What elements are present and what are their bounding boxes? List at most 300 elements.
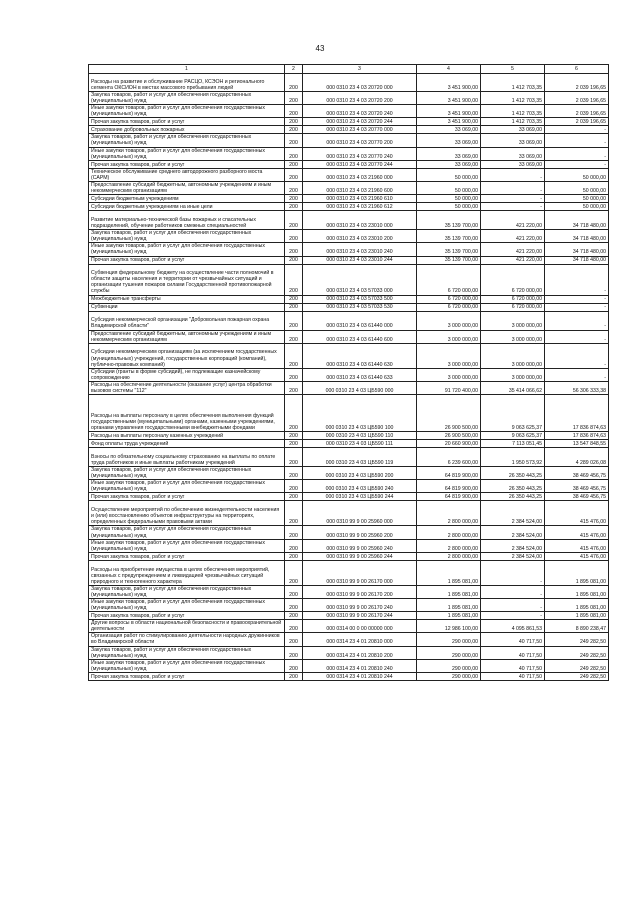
row-code-cell: 000 0314 00 0 00 00000 000: [303, 620, 417, 633]
row-executed-cell: -: [481, 195, 545, 203]
row-approved-cell: 35 139 700,00: [417, 211, 481, 230]
row-approved-cell: 26 900 500,00: [417, 432, 481, 440]
row-executed-cell: 40 717,50: [481, 646, 545, 659]
row-column-2-cell: 200: [285, 311, 303, 330]
table-row: [89, 118, 609, 126]
row-approved-cell: 64 819 900,00: [417, 467, 481, 480]
row-code-cell: 000 0310 23 4 03 61440 633: [303, 368, 417, 381]
table-row: [89, 311, 609, 330]
row-name-cell: Субсидии некоммерческим организациям (за исключением государственных (муниципальных) учреждений, государственных корпораций (компаний), публично-правовых компаний): [89, 343, 285, 368]
row-executed-cell: 33 069,00: [481, 126, 545, 134]
row-unexecuted-cell: 4 289 026,08: [545, 448, 609, 467]
row-approved-cell: 1 895 081,00: [417, 585, 481, 598]
row-unexecuted-cell: -: [545, 147, 609, 160]
row-unexecuted-cell: 415 476,00: [545, 526, 609, 539]
row-code-cell: 000 0310 99 9 00 25960 244: [303, 552, 417, 560]
row-unexecuted-cell: -: [545, 330, 609, 343]
row-name-cell: Субсидии бюджетным учреждениям: [89, 195, 285, 203]
row-approved-cell: 6 239 600,00: [417, 448, 481, 467]
row-name-cell: Иные закупки товаров, работ и услуг для обеспечения государственных (муниципальных) нужд: [89, 599, 285, 612]
row-code-cell: 000 0310 23 4 03 61440 600: [303, 330, 417, 343]
row-name-cell: Фонд оплаты труда учреждений: [89, 440, 285, 448]
row-code-cell: 000 0310 23 4 03 61440 000: [303, 311, 417, 330]
row-executed-cell: 1 412 703,35: [481, 74, 545, 92]
row-unexecuted-cell: 1 895 081,00: [545, 599, 609, 612]
row-code-cell: 000 0310 23 4 03 57033 500: [303, 295, 417, 303]
row-name-cell: Иные закупки товаров, работ и услуг для обеспечения государственных (муниципальных) нужд: [89, 539, 285, 552]
row-code-cell: 000 0310 23 4 03 20720 000: [303, 74, 417, 92]
row-unexecuted-cell: 13 547 848,55: [545, 440, 609, 448]
row-column-2-cell: 200: [285, 539, 303, 552]
row-unexecuted-cell: 1 895 081,00: [545, 585, 609, 598]
table-row: [89, 368, 609, 381]
row-name-cell: Прочая закупка товаров, работ и услуг: [89, 256, 285, 264]
row-approved-cell: 35 139 700,00: [417, 256, 481, 264]
row-name-cell: Осуществление мероприятий по обеспечению жизнедеятельности населения и (или) восстановлению объектов инфраструктуры на территориях, определенных федеральными правовыми актами: [89, 501, 285, 526]
row-unexecuted-cell: 415 476,00: [545, 552, 609, 560]
row-executed-cell: 421 220,00: [481, 256, 545, 264]
row-approved-cell: 1 895 081,00: [417, 599, 481, 612]
row-code-cell: 000 0310 23 4 03 20720 200: [303, 92, 417, 105]
table-row: [89, 395, 609, 432]
row-executed-cell: 1 412 703,35: [481, 118, 545, 126]
row-unexecuted-cell: 34 718 480,00: [545, 256, 609, 264]
row-approved-cell: 3 451 900,00: [417, 118, 481, 126]
row-column-2-cell: 200: [285, 526, 303, 539]
row-column-2-cell: 200: [285, 672, 303, 680]
row-unexecuted-cell: 2 039 196,65: [545, 105, 609, 118]
row-name-cell: Закупка товаров, работ и услуг для обеспечения государственных (муниципальных) нужд: [89, 646, 285, 659]
row-code-cell: 000 0310 99 9 00 26170 244: [303, 612, 417, 620]
row-approved-cell: 33 069,00: [417, 134, 481, 147]
row-executed-cell: 33 069,00: [481, 147, 545, 160]
row-code-cell: 000 0310 23 4 03 57033 000: [303, 264, 417, 295]
row-name-cell: Иные закупки товаров, работ и услуг для обеспечения государственных (муниципальных) нужд: [89, 480, 285, 493]
row-column-2-cell: 200: [285, 585, 303, 598]
row-executed-cell: 3 000 000,00: [481, 343, 545, 368]
row-name-cell: Субсидии бюджетным учреждениям на иные цели: [89, 203, 285, 211]
row-name-cell: Закупка товаров, работ и услуг для обеспечения государственных (муниципальных) нужд: [89, 585, 285, 598]
row-code-cell: 000 0314 23 4 01 20810 000: [303, 633, 417, 646]
row-executed-cell: 6 720 000,00: [481, 264, 545, 295]
row-executed-cell: 1 412 703,35: [481, 105, 545, 118]
row-name-cell: Субвенция федеральному бюджету на осуществление части полномочий в области защиты населения и территории от чрезвычайных ситуаций и организации тушения пожаров силами Государственной противопожарной службы: [89, 264, 285, 295]
row-name-cell: Закупка товаров, работ и услуг для обеспечения государственных (муниципальных) нужд: [89, 230, 285, 243]
row-name-cell: Субсидия некоммерческой организации "Добровольная пожарная охрана Владимирской области": [89, 311, 285, 330]
row-name-cell: Расходы на выплаты персоналу казенных учреждений: [89, 432, 285, 440]
row-code-cell: 000 0310 23 4 03 21960 610: [303, 195, 417, 203]
row-name-cell: Иные закупки товаров, работ и услуг для обеспечения государственных (муниципальных) нужд: [89, 147, 285, 160]
row-code-cell: 000 0310 23 4 03 23010 240: [303, 243, 417, 256]
row-column-2-cell: 200: [285, 105, 303, 118]
row-approved-cell: 290 000,00: [417, 633, 481, 646]
row-executed-cell: 2 384 524,00: [481, 539, 545, 552]
row-code-cell: 000 0310 99 9 00 25960 000: [303, 501, 417, 526]
row-unexecuted-cell: 38 469 456,75: [545, 467, 609, 480]
row-code-cell: 000 0310 23 4 03 20770 240: [303, 147, 417, 160]
table-row: [89, 633, 609, 646]
row-column-2-cell: 200: [285, 646, 303, 659]
row-executed-cell: -: [481, 203, 545, 211]
header-col-2: 2: [285, 65, 303, 74]
row-unexecuted-cell: 56 306 333,38: [545, 381, 609, 394]
row-unexecuted-cell: 415 476,00: [545, 501, 609, 526]
row-code-cell: 000 0310 99 9 00 26170 240: [303, 599, 417, 612]
table-row: [89, 211, 609, 230]
row-unexecuted-cell: -: [545, 126, 609, 134]
row-name-cell: Прочая закупка товаров, работ и услуг: [89, 118, 285, 126]
row-name-cell: Прочая закупка товаров, работ и услуг: [89, 612, 285, 620]
row-executed-cell: 33 069,00: [481, 160, 545, 168]
budget-execution-table: [88, 64, 609, 681]
table-row: [89, 480, 609, 493]
row-code-cell: 000 0314 23 4 01 20810 240: [303, 659, 417, 672]
row-name-cell: Предоставление субсидий бюджетным, автономным учреждениям и иным некоммерческим организациям: [89, 181, 285, 194]
row-column-2-cell: 200: [285, 147, 303, 160]
row-column-2-cell: 200: [285, 126, 303, 134]
row-column-2-cell: 200: [285, 168, 303, 181]
row-executed-cell: 3 000 000,00: [481, 330, 545, 343]
row-approved-cell: 6 720 000,00: [417, 295, 481, 303]
row-code-cell: 000 0310 23 4 03 21960 000: [303, 168, 417, 181]
row-approved-cell: 91 720 400,00: [417, 381, 481, 394]
row-unexecuted-cell: -: [545, 160, 609, 168]
row-executed-cell: 421 220,00: [481, 243, 545, 256]
row-unexecuted-cell: 34 718 480,00: [545, 243, 609, 256]
row-approved-cell: 2 800 000,00: [417, 501, 481, 526]
row-approved-cell: 50 000,00: [417, 195, 481, 203]
row-name-cell: Другие вопросы в области национальной безопасности и правоохранительной деятельности: [89, 620, 285, 633]
table-row: [89, 203, 609, 211]
row-column-2-cell: 200: [285, 480, 303, 493]
table-body: [89, 74, 609, 681]
budget-table-container: [88, 64, 608, 681]
row-code-cell: 000 0310 23 4 03 23010 244: [303, 256, 417, 264]
row-code-cell: 000 0310 23 4 03 ЦБ590 244: [303, 493, 417, 501]
row-unexecuted-cell: 50 000,00: [545, 203, 609, 211]
row-name-cell: Прочая закупка товаров, работ и услуг: [89, 552, 285, 560]
row-code-cell: 000 0310 99 9 00 25960 240: [303, 539, 417, 552]
table-row: [89, 330, 609, 343]
row-unexecuted-cell: 17 836 874,63: [545, 395, 609, 432]
row-approved-cell: 3 000 000,00: [417, 330, 481, 343]
row-executed-cell: 4 095 861,53: [481, 620, 545, 633]
row-name-cell: Техническое обслуживание среднего автодорожного разборного моста (САРМ): [89, 168, 285, 181]
table-row: [89, 243, 609, 256]
row-executed-cell: 3 000 000,00: [481, 311, 545, 330]
row-approved-cell: 290 000,00: [417, 659, 481, 672]
table-row: [89, 295, 609, 303]
row-unexecuted-cell: 1 895 081,00: [545, 560, 609, 585]
table-row: [89, 612, 609, 620]
row-approved-cell: 50 000,00: [417, 203, 481, 211]
row-executed-cell: 33 069,00: [481, 134, 545, 147]
row-name-cell: Межбюджетные трансферты: [89, 295, 285, 303]
row-code-cell: 000 0310 99 9 00 26170 200: [303, 585, 417, 598]
row-executed-cell: -: [481, 599, 545, 612]
row-unexecuted-cell: 249 282,50: [545, 633, 609, 646]
row-name-cell: Иные закупки товаров, работ и услуг для обеспечения государственных (муниципальных) нужд: [89, 105, 285, 118]
table-row: [89, 105, 609, 118]
row-approved-cell: 26 900 500,00: [417, 395, 481, 432]
row-column-2-cell: 200: [285, 330, 303, 343]
row-unexecuted-cell: 249 282,50: [545, 672, 609, 680]
row-name-cell: Иные закупки товаров, работ и услуг для обеспечения государственных (муниципальных) нужд: [89, 659, 285, 672]
row-unexecuted-cell: -: [545, 303, 609, 311]
row-executed-cell: -: [481, 585, 545, 598]
row-column-2-cell: 200: [285, 552, 303, 560]
row-code-cell: 000 0310 23 4 03 ЦБ590 111: [303, 440, 417, 448]
row-column-2-cell: 200: [285, 395, 303, 432]
row-approved-cell: 1 895 081,00: [417, 560, 481, 585]
row-approved-cell: 290 000,00: [417, 672, 481, 680]
row-executed-cell: 40 717,50: [481, 659, 545, 672]
row-executed-cell: -: [481, 168, 545, 181]
row-code-cell: 000 0310 23 4 03 20720 240: [303, 105, 417, 118]
row-approved-cell: 33 069,00: [417, 160, 481, 168]
row-unexecuted-cell: 50 000,00: [545, 195, 609, 203]
row-code-cell: 000 0310 23 4 03 20770 200: [303, 134, 417, 147]
row-executed-cell: 2 384 524,00: [481, 552, 545, 560]
row-name-cell: Развитие материально-технической базы пожарных и спасательных подразделений, обучение работников смежных специальностей: [89, 211, 285, 230]
row-column-2-cell: 200: [285, 118, 303, 126]
row-name-cell: Расходы на выплаты персоналу в целях обеспечения выполнения функций государственными (муниципальными) органами, казенными учреждениями, органами управления государственными внебюджетными фондами: [89, 395, 285, 432]
row-column-2-cell: 200: [285, 368, 303, 381]
row-code-cell: 000 0310 99 9 00 26170 000: [303, 560, 417, 585]
row-unexecuted-cell: 1 895 081,00: [545, 612, 609, 620]
row-column-2-cell: 200: [285, 432, 303, 440]
row-unexecuted-cell: 8 890 238,47: [545, 620, 609, 633]
row-executed-cell: -: [481, 612, 545, 620]
row-column-2-cell: 200: [285, 633, 303, 646]
row-approved-cell: 6 720 000,00: [417, 264, 481, 295]
table-row: [89, 467, 609, 480]
page-number: 43: [315, 44, 325, 53]
header-col-5: 5: [481, 65, 545, 74]
table-row: [89, 585, 609, 598]
row-name-cell: Прочая закупка товаров, работ и услуг: [89, 672, 285, 680]
table-row: [89, 74, 609, 92]
table-row: [89, 134, 609, 147]
row-unexecuted-cell: 34 718 480,00: [545, 230, 609, 243]
row-code-cell: 000 0314 23 4 01 20810 244: [303, 672, 417, 680]
row-unexecuted-cell: -: [545, 264, 609, 295]
row-approved-cell: 2 800 000,00: [417, 552, 481, 560]
header-col-6: 6: [545, 65, 609, 74]
table-row: [89, 256, 609, 264]
row-column-2-cell: 200: [285, 448, 303, 467]
row-approved-cell: 2 800 000,00: [417, 526, 481, 539]
row-unexecuted-cell: -: [545, 343, 609, 368]
row-column-2-cell: 200: [285, 243, 303, 256]
row-column-2-cell: 200: [285, 181, 303, 194]
row-approved-cell: 33 069,00: [417, 147, 481, 160]
row-executed-cell: 2 384 524,00: [481, 501, 545, 526]
row-approved-cell: 20 660 900,00: [417, 440, 481, 448]
row-approved-cell: 50 000,00: [417, 168, 481, 181]
table-row: [89, 181, 609, 194]
table-row: [89, 659, 609, 672]
row-unexecuted-cell: -: [545, 368, 609, 381]
row-executed-cell: 40 717,50: [481, 672, 545, 680]
row-code-cell: 000 0310 23 4 03 20720 244: [303, 118, 417, 126]
table-row: [89, 264, 609, 295]
row-executed-cell: 26 350 443,25: [481, 493, 545, 501]
table-row: [89, 168, 609, 181]
row-column-2-cell: 200: [285, 467, 303, 480]
header-row: [89, 65, 609, 74]
row-name-cell: Расходы на приобретение имущества в целях обеспечения мероприятий, связанных с предупреждением и ликвидацией чрезвычайных ситуаций природного и техногенного характера: [89, 560, 285, 585]
table-row: [89, 92, 609, 105]
row-column-2-cell: 200: [285, 211, 303, 230]
row-executed-cell: 6 720 000,00: [481, 295, 545, 303]
row-unexecuted-cell: 17 836 874,63: [545, 432, 609, 440]
header-col-4: 4: [417, 65, 481, 74]
row-name-cell: Расходы на обеспечение деятельности (оказание услуг) центра обработки вызовов системы "112": [89, 381, 285, 394]
table-row: [89, 381, 609, 394]
row-column-2-cell: 200: [285, 295, 303, 303]
row-approved-cell: 64 819 900,00: [417, 480, 481, 493]
row-column-2-cell: 200: [285, 493, 303, 501]
row-executed-cell: -: [481, 181, 545, 194]
row-code-cell: 000 0310 23 4 03 57033 530: [303, 303, 417, 311]
table-row: [89, 560, 609, 585]
row-code-cell: 000 0310 99 9 00 25960 200: [303, 526, 417, 539]
row-approved-cell: 64 819 900,00: [417, 493, 481, 501]
row-name-cell: Страхование добровольных пожарных: [89, 126, 285, 134]
row-code-cell: 000 0310 23 4 03 21960 612: [303, 203, 417, 211]
row-column-2-cell: 200: [285, 264, 303, 295]
row-name-cell: Взносы по обязательному социальному страхованию на выплаты по оплате труда работников и иные выплаты работникам учреждений: [89, 448, 285, 467]
table-row: [89, 303, 609, 311]
row-unexecuted-cell: 50 000,00: [545, 168, 609, 181]
row-executed-cell: 40 717,50: [481, 633, 545, 646]
row-column-2-cell: 200: [285, 440, 303, 448]
row-approved-cell: 3 451 900,00: [417, 105, 481, 118]
row-unexecuted-cell: 249 282,50: [545, 646, 609, 659]
row-unexecuted-cell: 38 469 456,75: [545, 493, 609, 501]
row-approved-cell: 50 000,00: [417, 181, 481, 194]
row-executed-cell: 2 384 524,00: [481, 526, 545, 539]
row-approved-cell: 6 720 000,00: [417, 303, 481, 311]
row-approved-cell: 12 986 100,00: [417, 620, 481, 633]
table-row: [89, 646, 609, 659]
row-column-2-cell: 200: [285, 134, 303, 147]
table-row: [89, 195, 609, 203]
row-name-cell: Прочая закупка товаров, работ и услуг: [89, 493, 285, 501]
row-column-2-cell: 200: [285, 92, 303, 105]
row-code-cell: 000 0310 23 4 03 23010 200: [303, 230, 417, 243]
row-unexecuted-cell: 38 469 456,75: [545, 480, 609, 493]
row-unexecuted-cell: 2 039 196,65: [545, 92, 609, 105]
row-executed-cell: 3 000 000,00: [481, 368, 545, 381]
row-approved-cell: 1 895 081,00: [417, 612, 481, 620]
row-unexecuted-cell: 34 718 480,00: [545, 211, 609, 230]
row-unexecuted-cell: 50 000,00: [545, 181, 609, 194]
table-row: [89, 448, 609, 467]
row-column-2-cell: 200: [285, 659, 303, 672]
row-executed-cell: 26 350 443,25: [481, 480, 545, 493]
row-executed-cell: 9 063 625,37: [481, 432, 545, 440]
row-column-2-cell: 200: [285, 203, 303, 211]
row-name-cell: Закупка товаров, работ и услуг для обеспечения государственных (муниципальных) нужд: [89, 526, 285, 539]
table-row: [89, 501, 609, 526]
row-column-2-cell: 200: [285, 256, 303, 264]
row-executed-cell: 421 220,00: [481, 211, 545, 230]
row-executed-cell: 421 220,00: [481, 230, 545, 243]
row-executed-cell: 1 412 703,35: [481, 92, 545, 105]
row-column-2-cell: 200: [285, 599, 303, 612]
row-approved-cell: 3 451 900,00: [417, 92, 481, 105]
table-row: [89, 539, 609, 552]
row-unexecuted-cell: -: [545, 134, 609, 147]
row-column-2-cell: 200: [285, 612, 303, 620]
header-col-1: 1: [89, 65, 285, 74]
row-code-cell: 000 0310 23 4 03 ЦБ590 000: [303, 381, 417, 394]
row-code-cell: 000 0310 23 4 03 20770 244: [303, 160, 417, 168]
row-unexecuted-cell: 2 039 196,65: [545, 118, 609, 126]
row-code-cell: 000 0310 23 4 03 61440 630: [303, 343, 417, 368]
row-name-cell: Предоставление субсидий бюджетным, автономным учреждениям и иным некоммерческим организациям: [89, 330, 285, 343]
row-approved-cell: 35 139 700,00: [417, 243, 481, 256]
row-approved-cell: 2 800 000,00: [417, 539, 481, 552]
row-unexecuted-cell: -: [545, 295, 609, 303]
row-code-cell: 000 0310 23 4 03 ЦБ590 240: [303, 480, 417, 493]
row-executed-cell: 7 113 051,45: [481, 440, 545, 448]
row-approved-cell: 35 139 700,00: [417, 230, 481, 243]
row-code-cell: 000 0314 23 4 01 20810 200: [303, 646, 417, 659]
row-approved-cell: 33 069,00: [417, 126, 481, 134]
row-name-cell: Закупка товаров, работ и услуг для обеспечения государственных (муниципальных) нужд: [89, 92, 285, 105]
row-executed-cell: 9 063 625,37: [481, 395, 545, 432]
row-column-2-cell: 200: [285, 620, 303, 633]
table-row: [89, 160, 609, 168]
table-row: [89, 126, 609, 134]
row-unexecuted-cell: 2 039 196,65: [545, 74, 609, 92]
row-executed-cell: 6 720 000,00: [481, 303, 545, 311]
row-column-2-cell: 200: [285, 303, 303, 311]
row-column-2-cell: 200: [285, 74, 303, 92]
row-column-2-cell: 200: [285, 381, 303, 394]
row-name-cell: Организация работ по стимулированию деятельности народных дружинников во Владимирской области: [89, 633, 285, 646]
row-executed-cell: -: [481, 560, 545, 585]
row-code-cell: 000 0310 23 4 03 ЦБ590 110: [303, 432, 417, 440]
row-name-cell: Расходы на развитие и обслуживание РАСЦО, КСЭОН и регионального сегмента ОКСИОН в местах массового пребывания людей: [89, 74, 285, 92]
row-unexecuted-cell: 415 476,00: [545, 539, 609, 552]
table-row: [89, 147, 609, 160]
row-column-2-cell: 200: [285, 195, 303, 203]
row-executed-cell: 1 950 573,92: [481, 448, 545, 467]
table-row: [89, 599, 609, 612]
row-code-cell: 000 0310 23 4 03 21960 600: [303, 181, 417, 194]
table-row: [89, 230, 609, 243]
table-row: [89, 432, 609, 440]
row-code-cell: 000 0310 23 4 03 ЦБ590 100: [303, 395, 417, 432]
row-code-cell: 000 0310 23 4 03 23010 000: [303, 211, 417, 230]
header-col-3: 3: [303, 65, 417, 74]
row-column-2-cell: 200: [285, 160, 303, 168]
row-executed-cell: 26 350 443,25: [481, 467, 545, 480]
row-approved-cell: 3 000 000,00: [417, 343, 481, 368]
table-row: [89, 440, 609, 448]
row-name-cell: Закупка товаров, работ и услуг для обеспечения государственных (муниципальных) нужд: [89, 134, 285, 147]
row-column-2-cell: 200: [285, 560, 303, 585]
row-column-2-cell: 200: [285, 230, 303, 243]
table-row: [89, 552, 609, 560]
row-approved-cell: 290 000,00: [417, 646, 481, 659]
row-name-cell: Закупка товаров, работ и услуг для обеспечения государственных (муниципальных) нужд: [89, 467, 285, 480]
row-name-cell: Субсидии (гранты в форме субсидий), не подлежащие казначейскому сопровождению: [89, 368, 285, 381]
